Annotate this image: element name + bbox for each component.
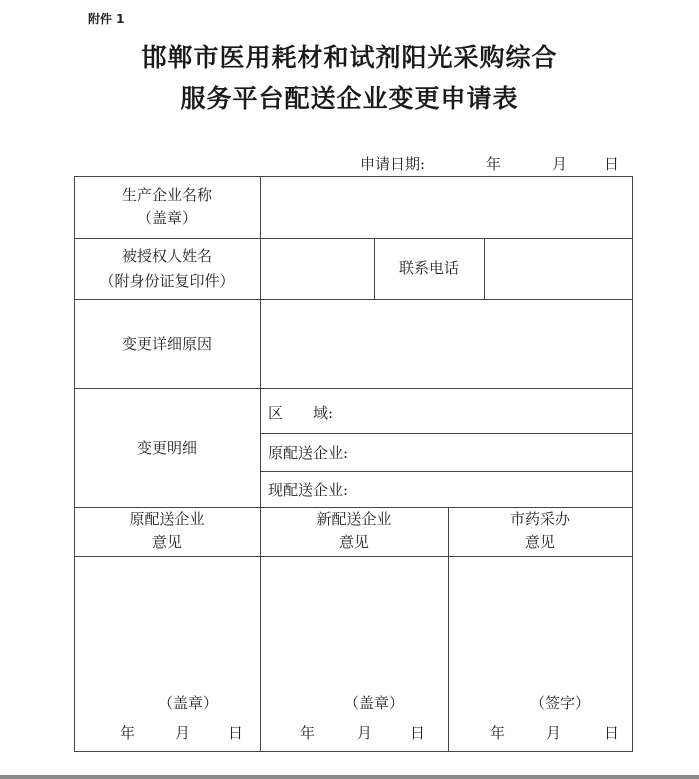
id-copy-note: （附身份证复印件） (99, 272, 235, 290)
region-label: 区 域: (268, 404, 334, 422)
scan-bottom-edge (0, 775, 699, 779)
col3-day: 日 (604, 724, 620, 742)
apply-date-label: 申请日期: (360, 155, 426, 173)
col1-day: 日 (228, 724, 244, 742)
col1-month: 月 (175, 724, 191, 742)
new-company-seal-label: （盖章） (344, 694, 405, 712)
change-reason-label: 变更详细原因 (121, 335, 212, 353)
phone-label: 联系电话 (398, 259, 459, 277)
change-reason-field[interactable] (261, 300, 632, 388)
page-title-line-2: 服务平台配送企业变更申请表 (180, 84, 519, 113)
col2-day: 日 (410, 724, 426, 742)
col2-year: 年 (300, 724, 316, 742)
apply-date-month: 月 (552, 155, 568, 173)
company-seal-note: （盖章） (136, 209, 197, 227)
apply-date-day: 日 (604, 155, 620, 173)
original-company-opinion-subheader: 意见 (151, 533, 182, 551)
change-detail-label: 变更明细 (136, 439, 197, 457)
col2-month: 月 (357, 724, 373, 742)
phone-field[interactable] (485, 239, 632, 299)
company-name-label: 生产企业名称 (121, 186, 212, 204)
attachment-label: 附件 1 (88, 12, 125, 26)
authorized-person-label: 被授权人姓名 (121, 247, 212, 265)
new-company-opinion-header: 新配送企业 (316, 510, 392, 528)
col3-year: 年 (490, 724, 506, 742)
col1-year: 年 (120, 724, 136, 742)
current-company-label: 现配送企业: (268, 481, 349, 499)
authorized-person-field[interactable] (261, 239, 374, 299)
original-company-seal-label: （盖章） (158, 694, 219, 712)
procurement-office-opinion-header: 市药采办 (509, 510, 570, 528)
col3-month: 月 (546, 724, 562, 742)
new-company-opinion-subheader: 意见 (338, 533, 369, 551)
original-company-opinion-header: 原配送企业 (129, 510, 205, 528)
original-company-label: 原配送企业: (268, 444, 349, 462)
page-title-line-1: 邯郸市医用耗材和试剂阳光采购综合 (141, 43, 558, 72)
procurement-office-sign-label: （签字） (530, 694, 591, 712)
company-name-field[interactable] (261, 177, 632, 238)
procurement-office-opinion-subheader: 意见 (524, 533, 555, 551)
apply-date-year: 年 (486, 155, 502, 173)
